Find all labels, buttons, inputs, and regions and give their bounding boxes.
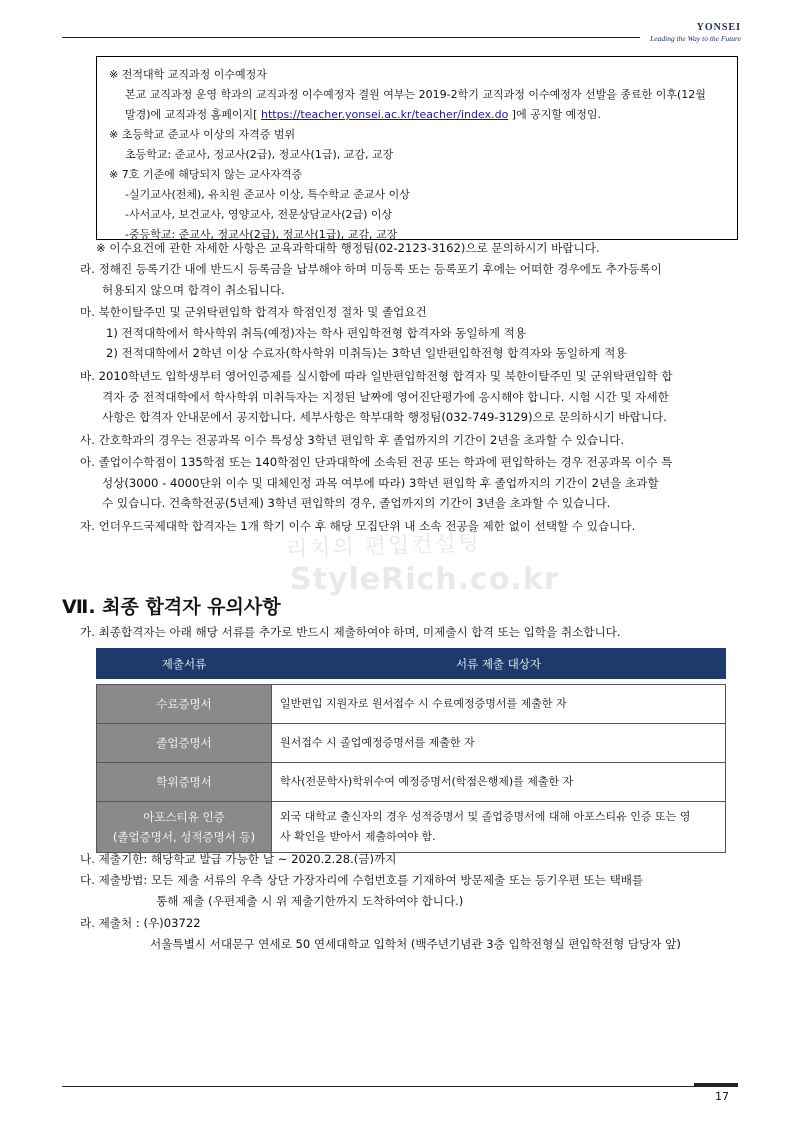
yonsei-logo xyxy=(650,22,741,43)
table-header: 제출서류 xyxy=(97,649,272,679)
item-ba xyxy=(80,366,673,428)
note-line: ※ 전적대학 교직과정 이수예정자 xyxy=(109,68,267,81)
note-line: -사서교사, 보건교사, 영양교사, 전문상담교사(2급) 이상 xyxy=(125,208,393,221)
table-header-row xyxy=(97,649,726,679)
doc-target: 원서접수 시 졸업예정증명서를 제출한 자 xyxy=(272,724,726,763)
doc-name-line: 아포스티유 인증 xyxy=(143,810,225,824)
note-line: -실기교사(전체), 유치원 준교사 이상, 특수학교 준교사 이상 xyxy=(125,188,410,201)
item-da-line: 통해 제출 (우편제출 시 위 제출기한까지 도착하여야 합니다.) xyxy=(156,893,464,908)
table-row xyxy=(97,763,726,802)
logo-tagline: Leading the Way to the Future xyxy=(650,34,741,43)
teacher-course-note-box xyxy=(96,56,738,240)
item-ja: 자. 언더우드국제대학 합격자는 1개 학기 이수 후 해당 모집단위 내 소속 전공을 제한 없이 선택할 수 있습니다. xyxy=(80,519,636,533)
table-row xyxy=(97,685,726,724)
note-line: ※ 초등학교 준교사 이상의 자격증 범위 xyxy=(109,128,296,141)
item-sa: 사. 간호학과의 경우는 전공과목 이수 특성상 3학년 편입학 후 졸업까지의 기간이 2년을 초과할 수 있습니다. xyxy=(80,433,625,447)
item-ra-line: 라. 정해진 등록기간 내에 반드시 등록금을 납부해야 하며 미등록 또는 등록포기 후에는 어떠한 경우에도 추가등록이 xyxy=(80,262,662,276)
table-row xyxy=(97,802,726,853)
item-da xyxy=(80,870,643,911)
watermark-text: 리치의 편입컨설팅 xyxy=(285,530,482,563)
section-title: Ⅶ. 최종 합격자 유의사항 xyxy=(62,596,281,618)
item-ra-line: 허용되지 않으며 합격이 취소됩니다. xyxy=(102,282,285,297)
item-a-line: 수 있습니다. 건축학전공(5년제) 3학년 편입학의 경우, 졸업까지의 기간이 3년을 초과할 수 있습니다. xyxy=(102,496,611,510)
note-text: 말경)에 교직과정 홈페이지[ xyxy=(125,108,261,121)
header-rule xyxy=(62,37,640,38)
footer-mark xyxy=(694,1083,738,1086)
item-na: 나. 제출기한: 해당학교 발급 가능한 날 ~ 2020.2.28.(금)까지 xyxy=(80,852,397,866)
note-line: ※ 7호 기준에 해당되지 않는 교사자격증 xyxy=(109,168,303,181)
footer-rule xyxy=(62,1086,738,1087)
doc-target: 학사(전문학사)학위수여 예정증명서(학점은행제)를 제출한 자 xyxy=(272,763,726,802)
note-line: 본교 교직과정 운영 학과의 교직과정 이수예정자 결원 여부는 2019-2학기 교직과정 이수예정자 선발을 종료한 이후(12월 xyxy=(125,88,706,101)
item-ra-submit xyxy=(80,913,681,954)
contact-note: ※ 이수요건에 관한 자세한 사항은 교육과학대학 행정팀(02-2123-3162)으로 문의하시기 바랍니다. xyxy=(96,241,600,255)
doc-target-line: 사 확인을 받아서 제출하여야 함. xyxy=(280,830,436,843)
item-a-line: 아. 졸업이수학점이 135학점 또는 140학점인 단과대학에 소속된 전공 또는 학과에 편입학하는 경우 전공과목 이수 특 xyxy=(80,455,673,469)
item-ga: 가. 최종합격자는 아래 해당 서류를 추가로 반드시 제출하여야 하며, 미제출시 합격 또는 입학을 취소합니다. xyxy=(80,625,621,639)
logo-brand: YONSEI xyxy=(696,22,741,33)
note-text: ]에 공지할 예정임. xyxy=(508,108,601,121)
item-a-line: 성상(3000 - 4000단위 이수 및 대체인정 과목 여부에 따라) 3학년 편입학 후 졸업까지의 기간이 2년을 초과할 xyxy=(102,475,659,490)
table-header: 서류 제출 대상자 xyxy=(272,649,726,679)
item-a xyxy=(80,452,672,514)
doc-target-line: 외국 대학교 출신자의 경우 성적증명서 및 졸업증명서에 대해 아포스티유 인증 또는 영 xyxy=(280,810,691,823)
page-number: 17 xyxy=(715,1090,729,1103)
item-ba-line: 바. 2010학년도 입학생부터 영어인증제를 실시함에 따라 일반편입학전형 합격자 및 북한이탈주민 및 군위탁편입학 합 xyxy=(80,369,673,383)
item-ma-title: 마. 북한이탈주민 및 군위탁편입학 합격자 학점인정 절차 및 졸업요건 xyxy=(80,305,427,319)
submit-postcode: 라. 제출처 : (우)03722 xyxy=(80,916,201,930)
note-line xyxy=(109,105,727,125)
note-line: 초등학교: 준교사, 정교사(2급), 정교사(1급), 교감, 교장 xyxy=(125,148,394,161)
teacher-homepage-link[interactable]: https://teacher.yonsei.ac.kr/teacher/index.do xyxy=(260,108,509,121)
required-documents-table xyxy=(96,648,726,853)
item-ba-line: 격자 중 전적대학에서 학사학위 미취득자는 지정된 날짜에 영어진단평가에 응시해야 합니다. 시험 시간 및 자세한 xyxy=(102,389,669,404)
item-ma-sub: 1) 전적대학에서 학사학위 취득(예정)자는 학사 편입학전형 합격자와 동일하게 적용 xyxy=(106,325,527,340)
item-ba-line: 사항은 합격자 안내문에서 공지합니다. 세부사항은 학부대학 행정팀(032-749-3129)으로 문의하시기 바랍니다. xyxy=(102,410,667,424)
doc-target: 일반편입 지원자로 원서접수 시 수료예정증명서를 제출한 자 xyxy=(272,685,726,724)
submit-address: 서울특별시 서대문구 연세로 50 연세대학교 입학처 (백주년기념관 3층 입학전형실 편입학전형 담당자 앞) xyxy=(150,936,681,951)
doc-name xyxy=(97,802,272,853)
table-row xyxy=(97,724,726,763)
doc-name-line: (졸업증명서, 성적증명서 등) xyxy=(112,830,256,844)
doc-name: 수료증명서 xyxy=(97,685,272,724)
note-line: -중등학교: 준교사, 정교사(2급), 정교사(1급), 교감, 교장 xyxy=(125,228,398,241)
watermark-url: StyleRich.co.kr xyxy=(290,562,560,597)
doc-name: 학위증명서 xyxy=(97,763,272,802)
item-ma-sub: 2) 전적대학에서 2학년 이상 수료자(학사학위 미취득)는 3학년 일반편입학전형 합격자와 동일하게 적용 xyxy=(106,346,627,360)
item-ra xyxy=(80,259,662,300)
doc-target xyxy=(272,802,726,853)
doc-name: 졸업증명서 xyxy=(97,724,272,763)
item-da-line: 다. 제출방법: 모든 제출 서류의 우측 상단 가장자리에 수험번호를 기재하여 방문제출 또는 등기우편 또는 택배를 xyxy=(80,873,644,887)
item-ma xyxy=(80,302,627,364)
